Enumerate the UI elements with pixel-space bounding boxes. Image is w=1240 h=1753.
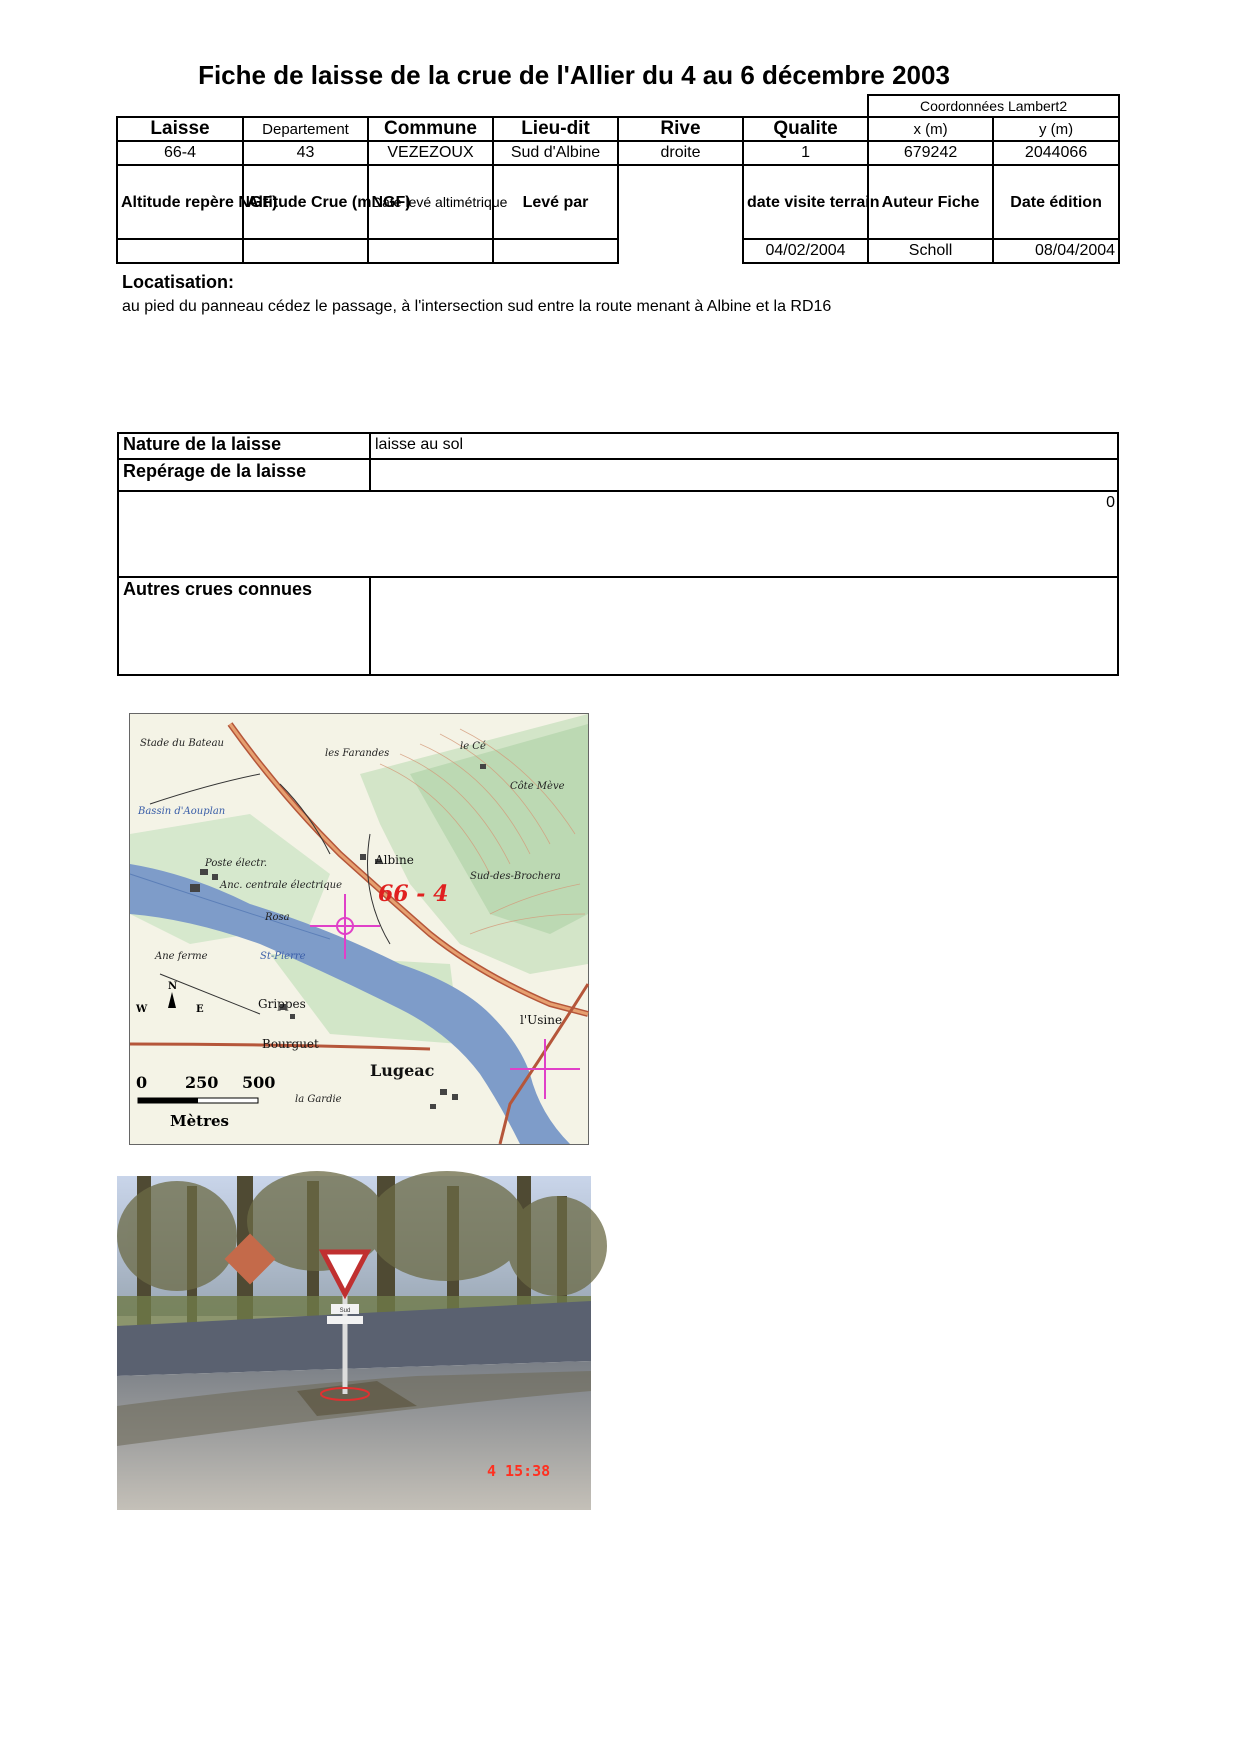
page-title: Fiche de laisse de la crue de l'Allier du 4 au 6 décembre 2003	[198, 60, 950, 90]
place-st-pierre: St-Pierre	[260, 951, 306, 962]
nature-block	[117, 432, 1119, 676]
svg-text:N: N	[168, 981, 178, 992]
scale-0: 0	[136, 1073, 148, 1092]
value-date-leve	[368, 239, 493, 263]
scale-unit: Mètres	[170, 1112, 229, 1130]
scale-250: 250	[185, 1073, 219, 1092]
place-farandes: les Farandes	[325, 748, 390, 759]
place-stade: Stade du Bateau	[140, 738, 224, 749]
value-laisse: 66-4	[117, 141, 243, 165]
map-graphic	[130, 714, 588, 1144]
col-qualite: Qualite	[743, 117, 868, 141]
place-cote-meve: Côte Mève	[510, 781, 565, 792]
col-departement: Departement	[243, 117, 368, 141]
place-ane-ferme: Ane ferme	[155, 951, 208, 962]
label-leve-par: Levé par	[493, 165, 618, 239]
nature-label: Nature de la laisse	[123, 434, 282, 454]
place-rosa: Rosa	[265, 912, 290, 923]
info-table	[116, 94, 1120, 264]
value-lieu-dit: Sud d'Albine	[493, 141, 618, 165]
place-lugeac: Lugeac	[370, 1061, 435, 1080]
value-leve-par	[493, 239, 618, 263]
value-qualite: 1	[743, 141, 868, 165]
col-x: x (m)	[868, 117, 993, 141]
label-date-edition: Date édition	[993, 165, 1119, 239]
place-bourguet: Bourguet	[262, 1037, 319, 1051]
place-sagnes: Sud-des-Brochera	[470, 871, 561, 882]
nature-value: laisse au sol	[375, 436, 464, 453]
compass-icon	[135, 981, 204, 1015]
marker-label: 66 - 4	[378, 881, 449, 907]
location-map	[129, 713, 589, 1145]
svg-text:W: W	[136, 1004, 148, 1015]
place-le-ce: le Cé	[460, 741, 486, 752]
reperage-value: 0	[1106, 494, 1115, 511]
label-altitude-repere: Altitude repère NGF)	[117, 165, 243, 239]
col-commune: Commune	[368, 117, 493, 141]
localisation-label: Locatisation:	[122, 272, 235, 292]
col-rive: Rive	[618, 117, 743, 141]
svg-text:E: E	[196, 1004, 204, 1015]
place-lusine: l'Usine	[520, 1013, 563, 1027]
value-commune: VEZEZOUX	[368, 141, 493, 165]
photo-timestamp: 4 15:38	[487, 1462, 551, 1480]
scale-500: 500	[242, 1073, 276, 1092]
value-date-edition: 08/04/2004	[993, 239, 1119, 263]
label-date-leve: Date levé altimétrique	[368, 165, 493, 239]
place-albine: Albine	[375, 853, 414, 867]
place-grippes: Grippes	[258, 997, 306, 1011]
reperage-label: Repérage de la laisse	[123, 461, 307, 481]
value-altitude-crue	[243, 239, 368, 263]
site-photo	[117, 1176, 591, 1510]
autres-crues-label: Autres crues connues	[123, 579, 313, 599]
value-rive: droite	[618, 141, 743, 165]
value-auteur-fiche: Scholl	[868, 239, 993, 263]
sign-text: Sud	[339, 1308, 351, 1314]
value-altitude-repere	[117, 239, 243, 263]
col-lieu-dit: Lieu-dit	[493, 117, 618, 141]
label-date-visite: date visite terrain	[743, 165, 868, 239]
photo-graphic	[117, 1176, 591, 1510]
label-altitude-crue: Altitude Crue (mNGF)	[243, 165, 368, 239]
place-gardie: la Gardie	[295, 1094, 342, 1105]
scale-bar	[136, 1073, 275, 1130]
col-laisse: Laisse	[117, 117, 243, 141]
value-x: 679242	[868, 141, 993, 165]
place-poste: Poste électr.	[205, 858, 268, 869]
col-y: y (m)	[993, 117, 1119, 141]
value-departement: 43	[243, 141, 368, 165]
place-bassin: Bassin d'Aouplan	[138, 806, 226, 817]
coords-header: Coordonnées Lambert2	[868, 95, 1119, 117]
value-y: 2044066	[993, 141, 1119, 165]
place-usine-anc: Anc. centrale électrique	[220, 880, 343, 891]
label-auteur-fiche: Auteur Fiche	[868, 165, 993, 239]
localisation-text: au pied du panneau cédez le passage, à l'intersection sud entre la route menant à Albine et la RD16	[122, 298, 832, 315]
value-date-visite: 04/02/2004	[743, 239, 868, 263]
